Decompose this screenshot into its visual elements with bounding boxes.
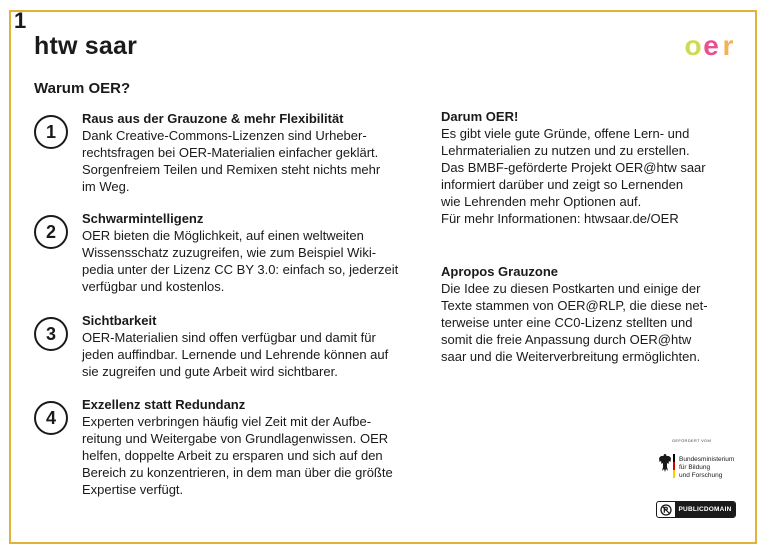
number-circle: 2 bbox=[34, 215, 68, 249]
reason-text-line: OER-Materialien sind offen verfügbar und damit für bbox=[82, 330, 376, 345]
eagle-icon bbox=[658, 452, 672, 474]
section-heading: Warum OER? bbox=[34, 80, 131, 97]
block-text-line: Texte stammen von OER@RLP, die diese net- bbox=[441, 298, 708, 313]
public-domain-label: PUBLICDOMAIN bbox=[675, 502, 735, 517]
flag-stripe-gold bbox=[673, 470, 675, 478]
block-text-line: informiert darüber und zeigt so Lernenden bbox=[441, 177, 684, 192]
block-text-line: Es gibt viele gute Gründe, offene Lern- und bbox=[441, 126, 690, 141]
reason-text-line: jeden auffindbar. Lernende und Lehrende können auf bbox=[82, 347, 389, 362]
reason-text-line: Expertise verfügt. bbox=[82, 482, 184, 497]
ministry-name bbox=[679, 456, 734, 480]
ministry-line: für Bildung bbox=[679, 464, 711, 471]
funding-label: GEFÖRDERT VOM bbox=[672, 438, 712, 443]
reason-text-line: verfügbar und kostenlos. bbox=[82, 279, 225, 294]
oer-logo bbox=[683, 32, 739, 60]
reason-text-line: OER bieten die Möglichkeit, auf einen weltweiten bbox=[82, 228, 364, 243]
reason-title: Schwarmintelligenz bbox=[82, 211, 204, 226]
reason-text-line: reitung und Weitergabe von Grundlagenwissen. OER bbox=[82, 431, 389, 446]
block-title: Apropos Grauzone bbox=[441, 264, 559, 279]
reason-text-line: im Weg. bbox=[82, 179, 130, 194]
ministry-line: und Forschung bbox=[679, 472, 723, 479]
block-text-line: terweise unter eine CC0-Lizenz stellten und bbox=[441, 315, 693, 330]
reason-text-line: helfen, doppelte Arbeit zu ersparen und sich auf den bbox=[82, 448, 383, 463]
reason-text-line: sie zugreifen und gute Arbeit wird sichtbarer. bbox=[82, 364, 338, 379]
bmbf-logo bbox=[658, 452, 742, 492]
flag-stripe-black bbox=[673, 454, 675, 462]
ministry-line: Bundesministerium bbox=[679, 456, 735, 463]
block-text-line: Die Idee zu diesen Postkarten und einige der bbox=[441, 281, 701, 296]
reason-title: Sichtbarkeit bbox=[82, 313, 157, 328]
block-text-line: somit die freie Anpassung durch OER@htw bbox=[441, 332, 692, 347]
public-domain-icon bbox=[657, 503, 675, 517]
reason-text-line: rechtsfragen bei OER-Materialien einfacher geklärt. bbox=[82, 145, 379, 160]
public-domain-badge bbox=[656, 501, 736, 518]
german-flag bbox=[673, 454, 675, 478]
page-number: 1 bbox=[14, 8, 27, 33]
block-title: Darum OER! bbox=[441, 109, 519, 124]
oer-logo-mark bbox=[684, 32, 733, 60]
block-text-line: wie Lehrenden mehr Optionen auf. bbox=[441, 194, 642, 209]
reason-title: Exzellenz statt Redundanz bbox=[82, 397, 246, 412]
block-text-line: Lehrmaterialien zu nutzen und zu erstellen. bbox=[441, 143, 690, 158]
brand-title: htw saar bbox=[34, 32, 138, 60]
block-text-line: Für mehr Informationen: htwsaar.de/OER bbox=[441, 211, 679, 226]
block-text-line: Das BMBF-geförderte Projekt OER@htw saar bbox=[441, 160, 706, 175]
darum-oer-block bbox=[441, 108, 741, 227]
flag-stripe-red bbox=[673, 462, 675, 470]
number-circle: 4 bbox=[34, 401, 68, 435]
number-circle: 1 bbox=[34, 115, 68, 149]
reason-text-line: Sorgenfreiem Teilen und Remixen steht nichts mehr bbox=[82, 162, 381, 177]
apropos-grauzone-block bbox=[441, 263, 741, 365]
reason-text-line: Experten verbringen häufig viel Zeit mit der Aufbe- bbox=[82, 414, 372, 429]
reason-title: Raus aus der Grauzone & mehr Flexibilität bbox=[82, 111, 344, 126]
oer-logo-letter: r bbox=[722, 32, 734, 60]
reason-text-line: Bereich zu konzentrieren, in dem man über die größte bbox=[82, 465, 393, 480]
reason-text-line: Wissensschatz zuzugreifen, wie zum Beispiel Wiki- bbox=[82, 245, 377, 260]
oer-logo-letter: o bbox=[684, 32, 702, 60]
block-text-line: saar und die Weiterverbreitung ermöglichten. bbox=[441, 349, 701, 364]
reason-text-line: pedia unter der Lizenz CC BY 3.0: einfach so, jederzeit bbox=[82, 262, 399, 277]
oer-logo-letter: e bbox=[703, 32, 719, 60]
number-circle: 3 bbox=[34, 317, 68, 351]
reason-text-line: Dank Creative-Commons-Lizenzen sind Urheber- bbox=[82, 128, 367, 143]
